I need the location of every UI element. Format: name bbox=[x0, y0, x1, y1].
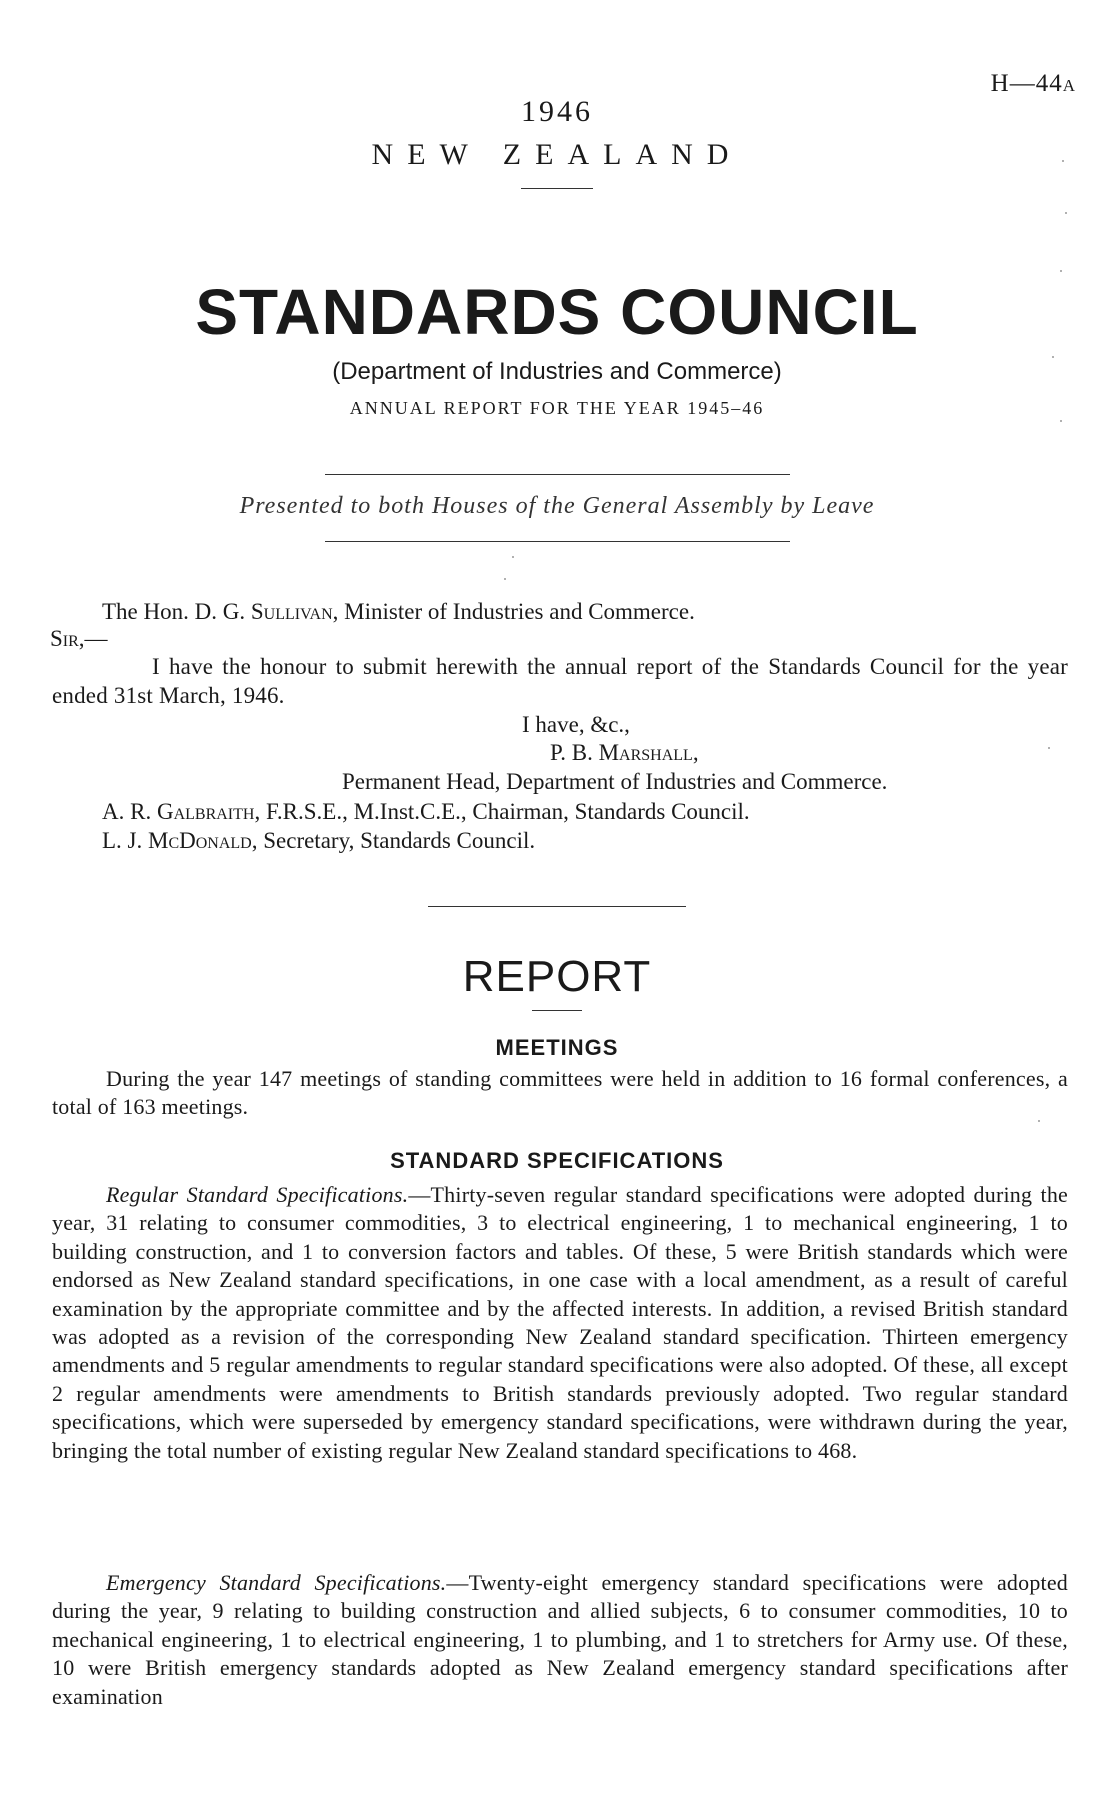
specifications-heading: STANDARD SPECIFICATIONS bbox=[390, 1148, 724, 1173]
signer-suffix: , bbox=[692, 740, 699, 765]
letter-signer bbox=[550, 738, 699, 768]
officer-name: Galbraith bbox=[156, 799, 255, 824]
signer-title: Permanent Head, Department of Industries and Commerce. bbox=[342, 769, 888, 794]
regular-specifications-paragraph bbox=[52, 1181, 1068, 1465]
emergency-specifications-paragraph bbox=[52, 1569, 1068, 1711]
officer-initials: L. J. bbox=[102, 828, 148, 853]
officer-line bbox=[102, 826, 535, 856]
scan-speck bbox=[1062, 160, 1064, 162]
letter-salutation: Sir,— bbox=[50, 626, 108, 651]
letter-closing: I have, &c., bbox=[522, 712, 630, 737]
regular-specifications-title: Regular Standard Specifications. bbox=[106, 1182, 409, 1207]
letter-addressee bbox=[102, 597, 695, 627]
scan-speck bbox=[504, 578, 506, 580]
signer-initials: P. B. bbox=[550, 740, 599, 765]
presented-line: Presented to both Houses of the General Assembly by Leave bbox=[239, 493, 875, 519]
addressee-name: Sullivan bbox=[250, 599, 333, 624]
scan-speck bbox=[1048, 747, 1050, 749]
department-subtitle: (Department of Industries and Commerce) bbox=[332, 358, 782, 385]
officer-name: McDonald bbox=[148, 828, 252, 853]
document-reference bbox=[991, 70, 1076, 98]
scan-speck bbox=[1060, 420, 1062, 422]
emergency-specifications-title: Emergency Standard Specifications. bbox=[106, 1570, 447, 1595]
document-reference-main: H—44 bbox=[990, 70, 1063, 97]
divider bbox=[325, 541, 790, 542]
divider bbox=[325, 474, 790, 475]
signer-name: Marshall bbox=[598, 740, 693, 765]
country-heading: NEW ZEALAND bbox=[371, 138, 743, 171]
report-heading: REPORT bbox=[462, 952, 652, 1001]
officer-details: , F.R.S.E., M.Inst.C.E., Chairman, Standards Council. bbox=[254, 799, 750, 824]
report-title: STANDARDS COUNCIL bbox=[195, 276, 919, 348]
scan-speck bbox=[512, 556, 514, 558]
publication-year: 1946 bbox=[521, 95, 593, 128]
scan-speck bbox=[1065, 212, 1067, 214]
officer-line bbox=[102, 797, 750, 827]
emergency-specifications-text: —Twenty-eight emergency standard specifications were adopted during the year, 9 relating to building construction and allied subjects, 6 to consumer commodities, 10 to mechanical engineering, 1 to electrical engineering, 1 to plumbing, and 1 to stretchers for Army use. Of these, 10 were British emergency standards adopted as New Zealand emergency standard specifications after examination bbox=[52, 1570, 1068, 1709]
addressee-prefix: The Hon. D. G. bbox=[102, 599, 251, 624]
divider bbox=[428, 906, 686, 907]
addressee-role: , Minister of Industries and Commerce. bbox=[332, 599, 695, 624]
regular-specifications-text: —Thirty-seven regular standard specifications were adopted during the year, 31 relating to consumer commodities, 3 to electrical engineering, 1 to mechanical engineering, 1 to building construction, and 1 to conversion factors and tables. Of these, 5 were British standards which were endorsed as New Zealand standard specifications, in one case with a local amendment, as a result of careful examination by the appropriate committee and by the affected interests. In addition, a revised British standard was adopted as a revision of the corresponding New Zealand standard specification. Thirteen emergency amendments and 5 regular amendments to regular standard specifications were also adopted. Of these, all except 2 regular amendments were amendments to British standards previously adopted. Two regular standard specifications, which were superseded by emergency standard specifications, were withdrawn during the year, bringing the total number of existing regular New Zealand standard specifications to 468. bbox=[52, 1182, 1069, 1463]
divider bbox=[532, 1010, 582, 1011]
document-reference-suffix: A bbox=[1062, 76, 1076, 95]
scan-speck bbox=[1052, 356, 1054, 358]
meetings-heading: MEETINGS bbox=[495, 1035, 619, 1060]
meetings-paragraph: During the year 147 meetings of standing committees were held in addition to 16 formal conferences, a total of 163 meetings. bbox=[52, 1066, 1068, 1120]
annual-report-line: ANNUAL REPORT FOR THE YEAR 1945–46 bbox=[349, 398, 765, 418]
scan-speck bbox=[1038, 1120, 1040, 1122]
officer-initials: A. R. bbox=[102, 799, 157, 824]
letter-body: I have the honour to submit herewith the annual report of the Standards Council for the year ended 31st March, 1946. bbox=[52, 654, 1068, 708]
divider bbox=[521, 188, 593, 189]
officer-details: , Secretary, Standards Council. bbox=[251, 828, 536, 853]
scan-speck bbox=[1060, 270, 1062, 272]
